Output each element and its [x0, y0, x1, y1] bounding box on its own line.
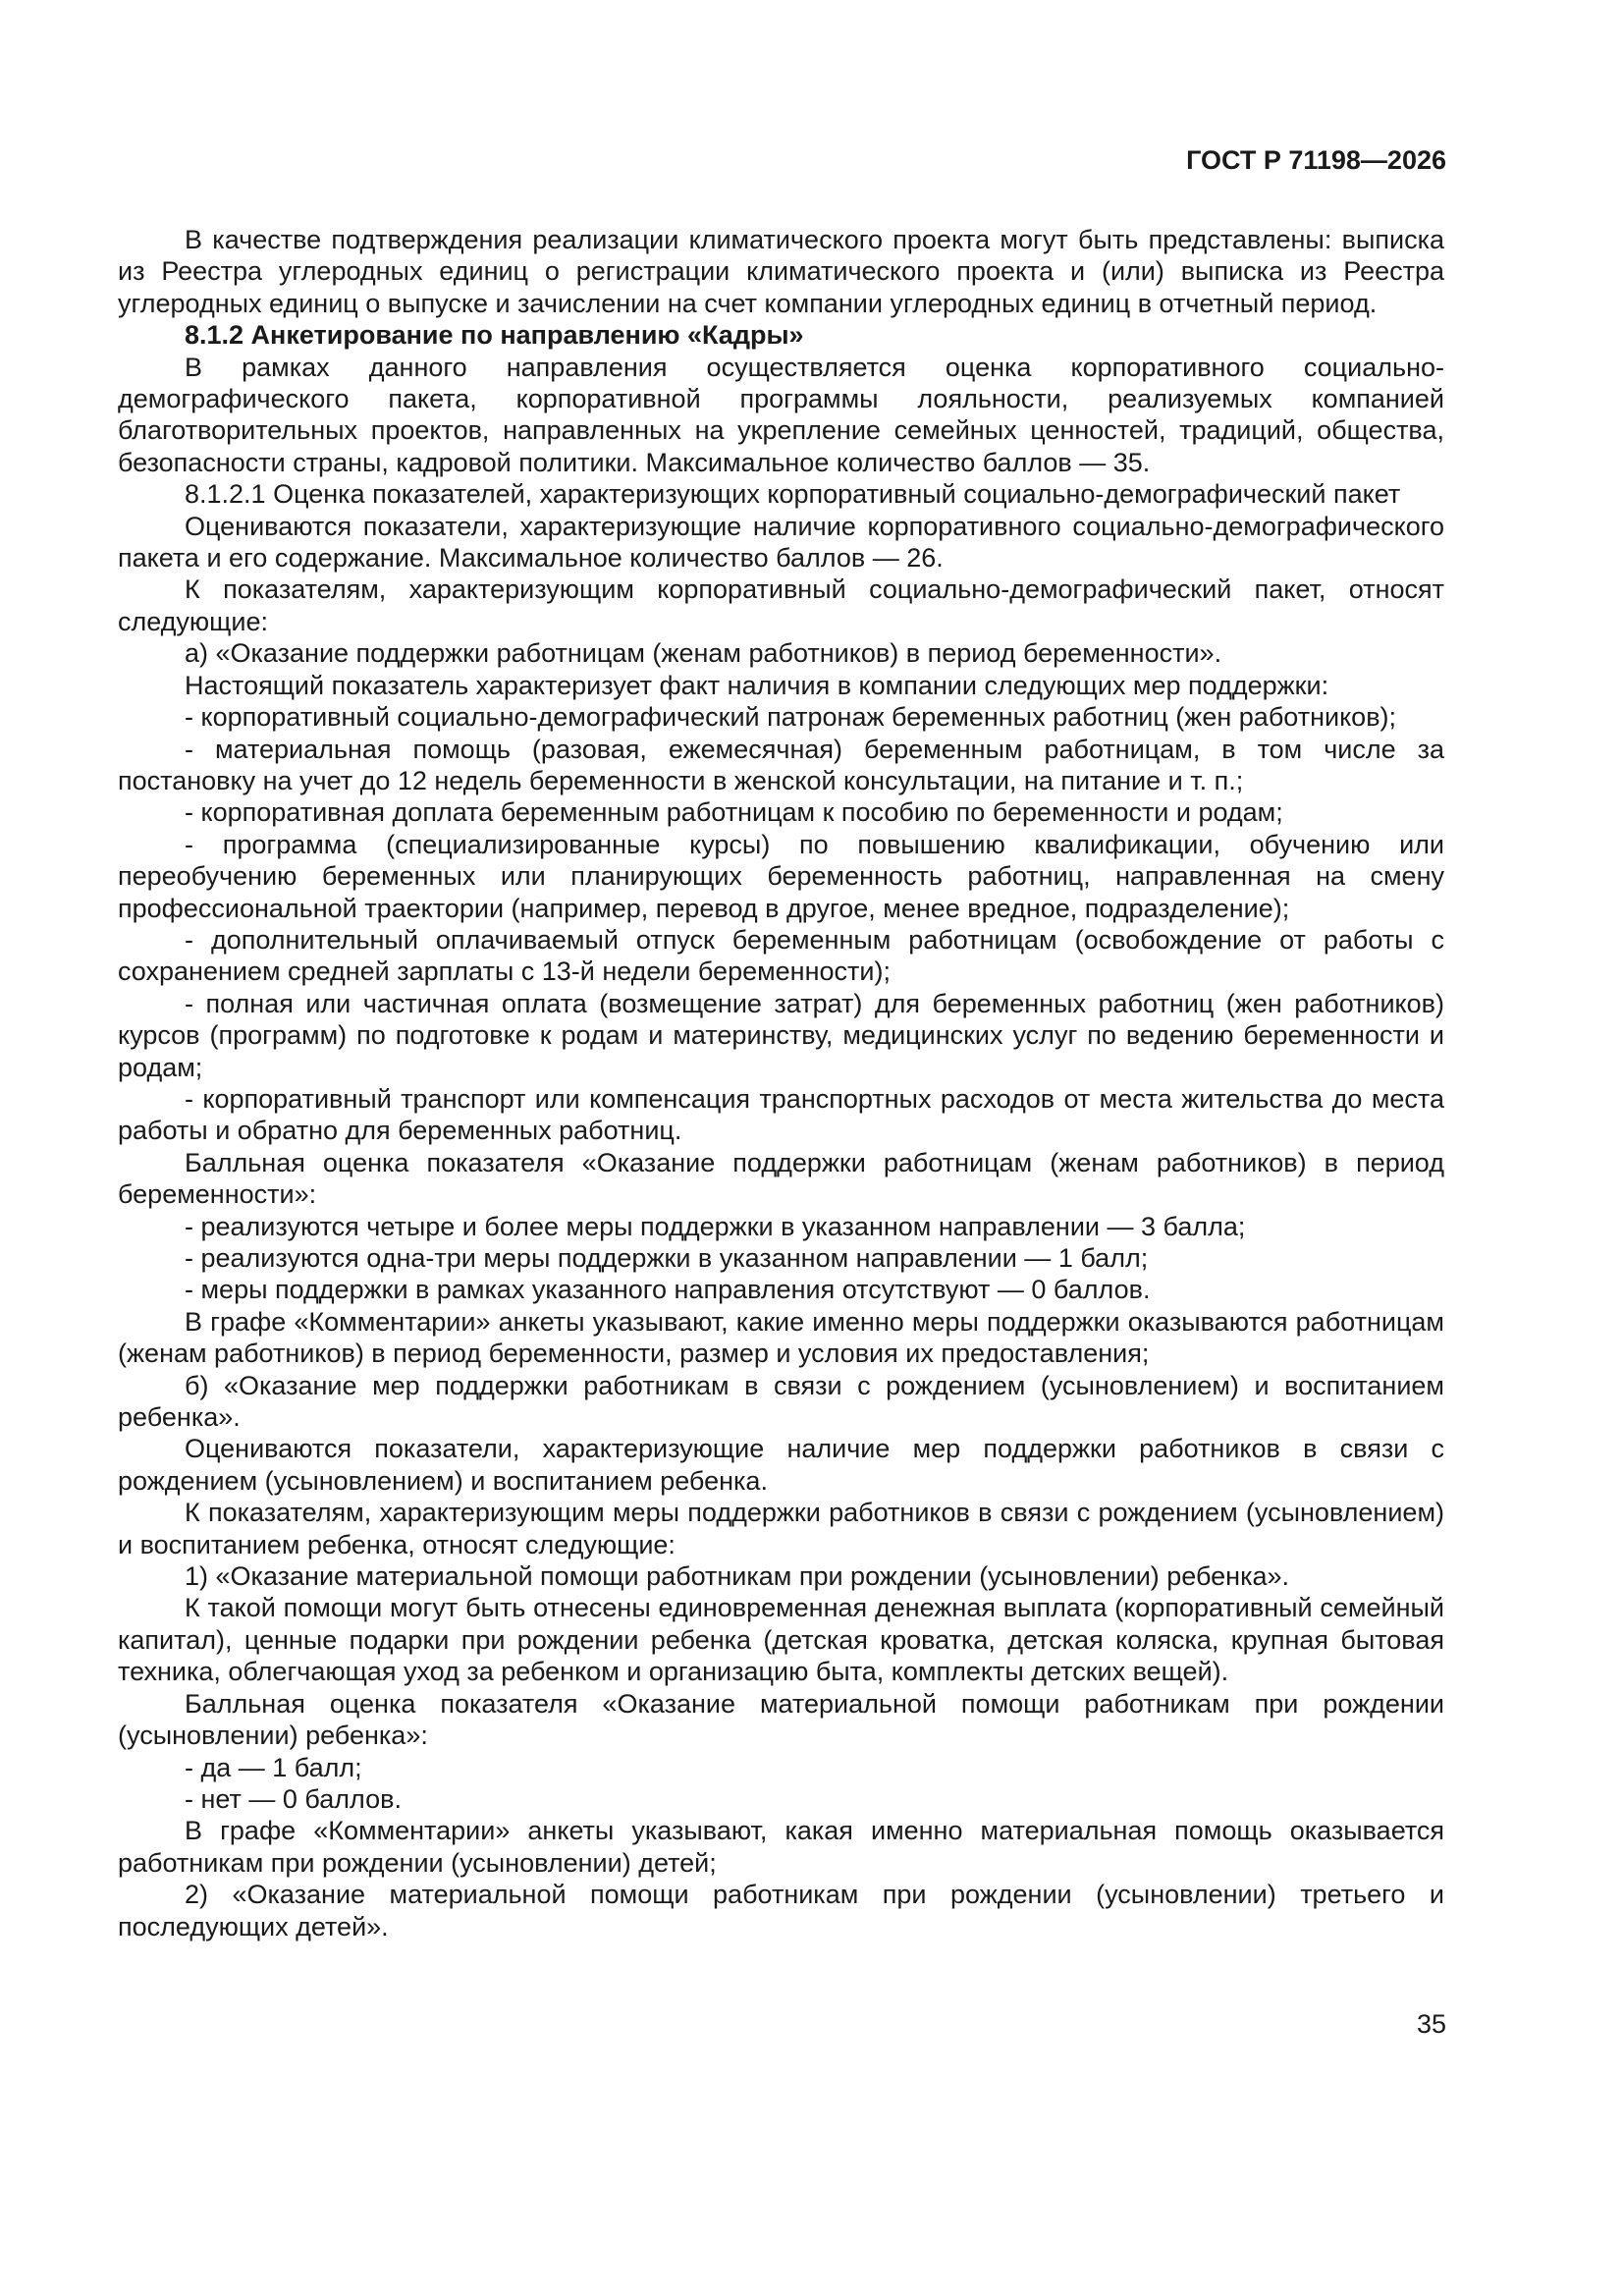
list-item: - меры поддержки в рамках указанного направления отсутствуют — 0 баллов. — [185, 1275, 1151, 1305]
paragraph: Балльная оценка показателя «Оказание материальной помощи работникам при рождении (усыновлении) ребенка»: — [118, 1688, 1444, 1751]
section-heading: 8.1.2 Анкетирование по направлению «Кадры» — [185, 320, 804, 351]
list-item: - корпоративная доплата беременным работницам к пособию по беременности и родам; — [185, 797, 1283, 828]
list-item: - полная или частичная оплата (возмещение затрат) для беременных работниц (жен работников) курсов (программ) по подготовке к родам и материнству, медицинских услуг по ведению беременности и родам; — [118, 988, 1444, 1082]
list-item: а) «Оказание поддержки работницам (женам работников) в период беременности». — [185, 638, 1222, 669]
list-item: - материальная помощь (разовая, ежемесячная) беременным работницам, в том числе за постановку на учет до 12 недель беременности в женской консультации, на питание и т. п.; — [118, 734, 1444, 795]
list-item: - реализуются четыре и более меры поддержки в указанном направлении — 3 балла; — [185, 1211, 1246, 1241]
list-item: - реализуются одна-три меры поддержки в указанном направлении — 1 балл; — [185, 1243, 1149, 1273]
paragraph: Оцениваются показатели, характеризующие наличие мер поддержки работников в связи с рождением (усыновлением) и воспитанием ребенка. — [118, 1434, 1444, 1496]
list-item: - корпоративный транспорт или компенсация транспортных расходов от места жительства до места работы и обратно для беременных работниц. — [118, 1083, 1444, 1146]
list-item: - дополнительный оплачиваемый отпуск беременным работницам (освобождение от работы с сохранением средней зарплаты с 13-й недели беременности); — [118, 924, 1444, 987]
page-number: 35 — [1416, 2009, 1446, 2039]
paragraph: В качестве подтверждения реализации климатического проекта могут быть представлены: выписка из Реестра углеродных единиц о регистрации климатического проекта и (или) выписка из Реестра углеродных единиц о выпуске и зачислении на счет компании углеродных единиц в отчетный период. — [118, 225, 1444, 318]
paragraph: Настоящий показатель характеризует факт наличия в компании следующих мер поддержки: — [185, 670, 1329, 700]
list-item: б) «Оказание мер поддержки работникам в связи с рождением (усыновлением) и воспитанием ребенка». — [118, 1370, 1444, 1433]
paragraph: В рамках данного направления осуществляется оценка корпоративного социально-демографического пакета, корпоративной программы лояльности, реализуемых компанией благотворительных проектов, направленных на укрепление семейных ценностей, традиций, общества, безопасности страны, кадровой политики. Максимальное количество баллов — 35. — [118, 352, 1444, 477]
document-body — [118, 224, 1444, 1942]
paragraph: В графе «Комментарии» анкеты указывают, какие именно меры поддержки оказываются работницам (женам работников) в период беременности, размер и условия их предоставления; — [118, 1306, 1444, 1369]
list-item: - корпоративный социально-демографический патронаж беременных работниц (жен работников); — [185, 702, 1397, 733]
paragraph: К показателям, характеризующим корпоративный социально-демографический пакет, относят следующие: — [118, 574, 1444, 636]
paragraph: Оцениваются показатели, характеризующие наличие корпоративного социально-демографического пакета и его содержание. Максимальное количество баллов — 26. — [118, 511, 1444, 574]
document-header: ГОСТ Р 71198—2026 — [1186, 145, 1446, 175]
paragraph: Балльная оценка показателя «Оказание поддержки работницам (женам работников) в период беременности»: — [118, 1147, 1444, 1210]
paragraph: К показателям, характеризующим меры поддержки работников в связи с рождением (усыновлением) и воспитанием ребенка, относят следующие: — [118, 1498, 1444, 1559]
list-item: - программа (специализированные курсы) по повышению квалификации, обучению или переобучению беременных или планирующих беременность работниц, направленная на смену профессиональной траектории (например, перевод в другое, менее вредное, подразделение); — [118, 829, 1444, 923]
subsection-heading: 8.1.2.1 Оценка показателей, характеризующих корпоративный социально-демографический пакет — [185, 479, 1401, 510]
list-item: - нет — 0 баллов. — [185, 1783, 402, 1814]
list-item: - да — 1 балл; — [185, 1752, 362, 1782]
list-item: 1) «Оказание материальной помощи работникам при рождении (усыновлении) ребенка». — [185, 1561, 1290, 1592]
paragraph: В графе «Комментарии» анкеты указывают, какая именно материальная помощь оказывается работникам при рождении (усыновлении) детей; — [118, 1816, 1444, 1878]
paragraph: К такой помощи могут быть отнесены единовременная денежная выплата (корпоративный семейный капитал), ценные подарки при рождении ребенка (детская кроватка, детская коляска, крупная бытовая техника, облегчающая уход за ребенком и организацию быта, комплекты детских вещей). — [118, 1593, 1444, 1687]
list-item: 2) «Оказание материальной помощи работникам при рождении (усыновлении) третьего и последующих детей». — [118, 1880, 1444, 1941]
